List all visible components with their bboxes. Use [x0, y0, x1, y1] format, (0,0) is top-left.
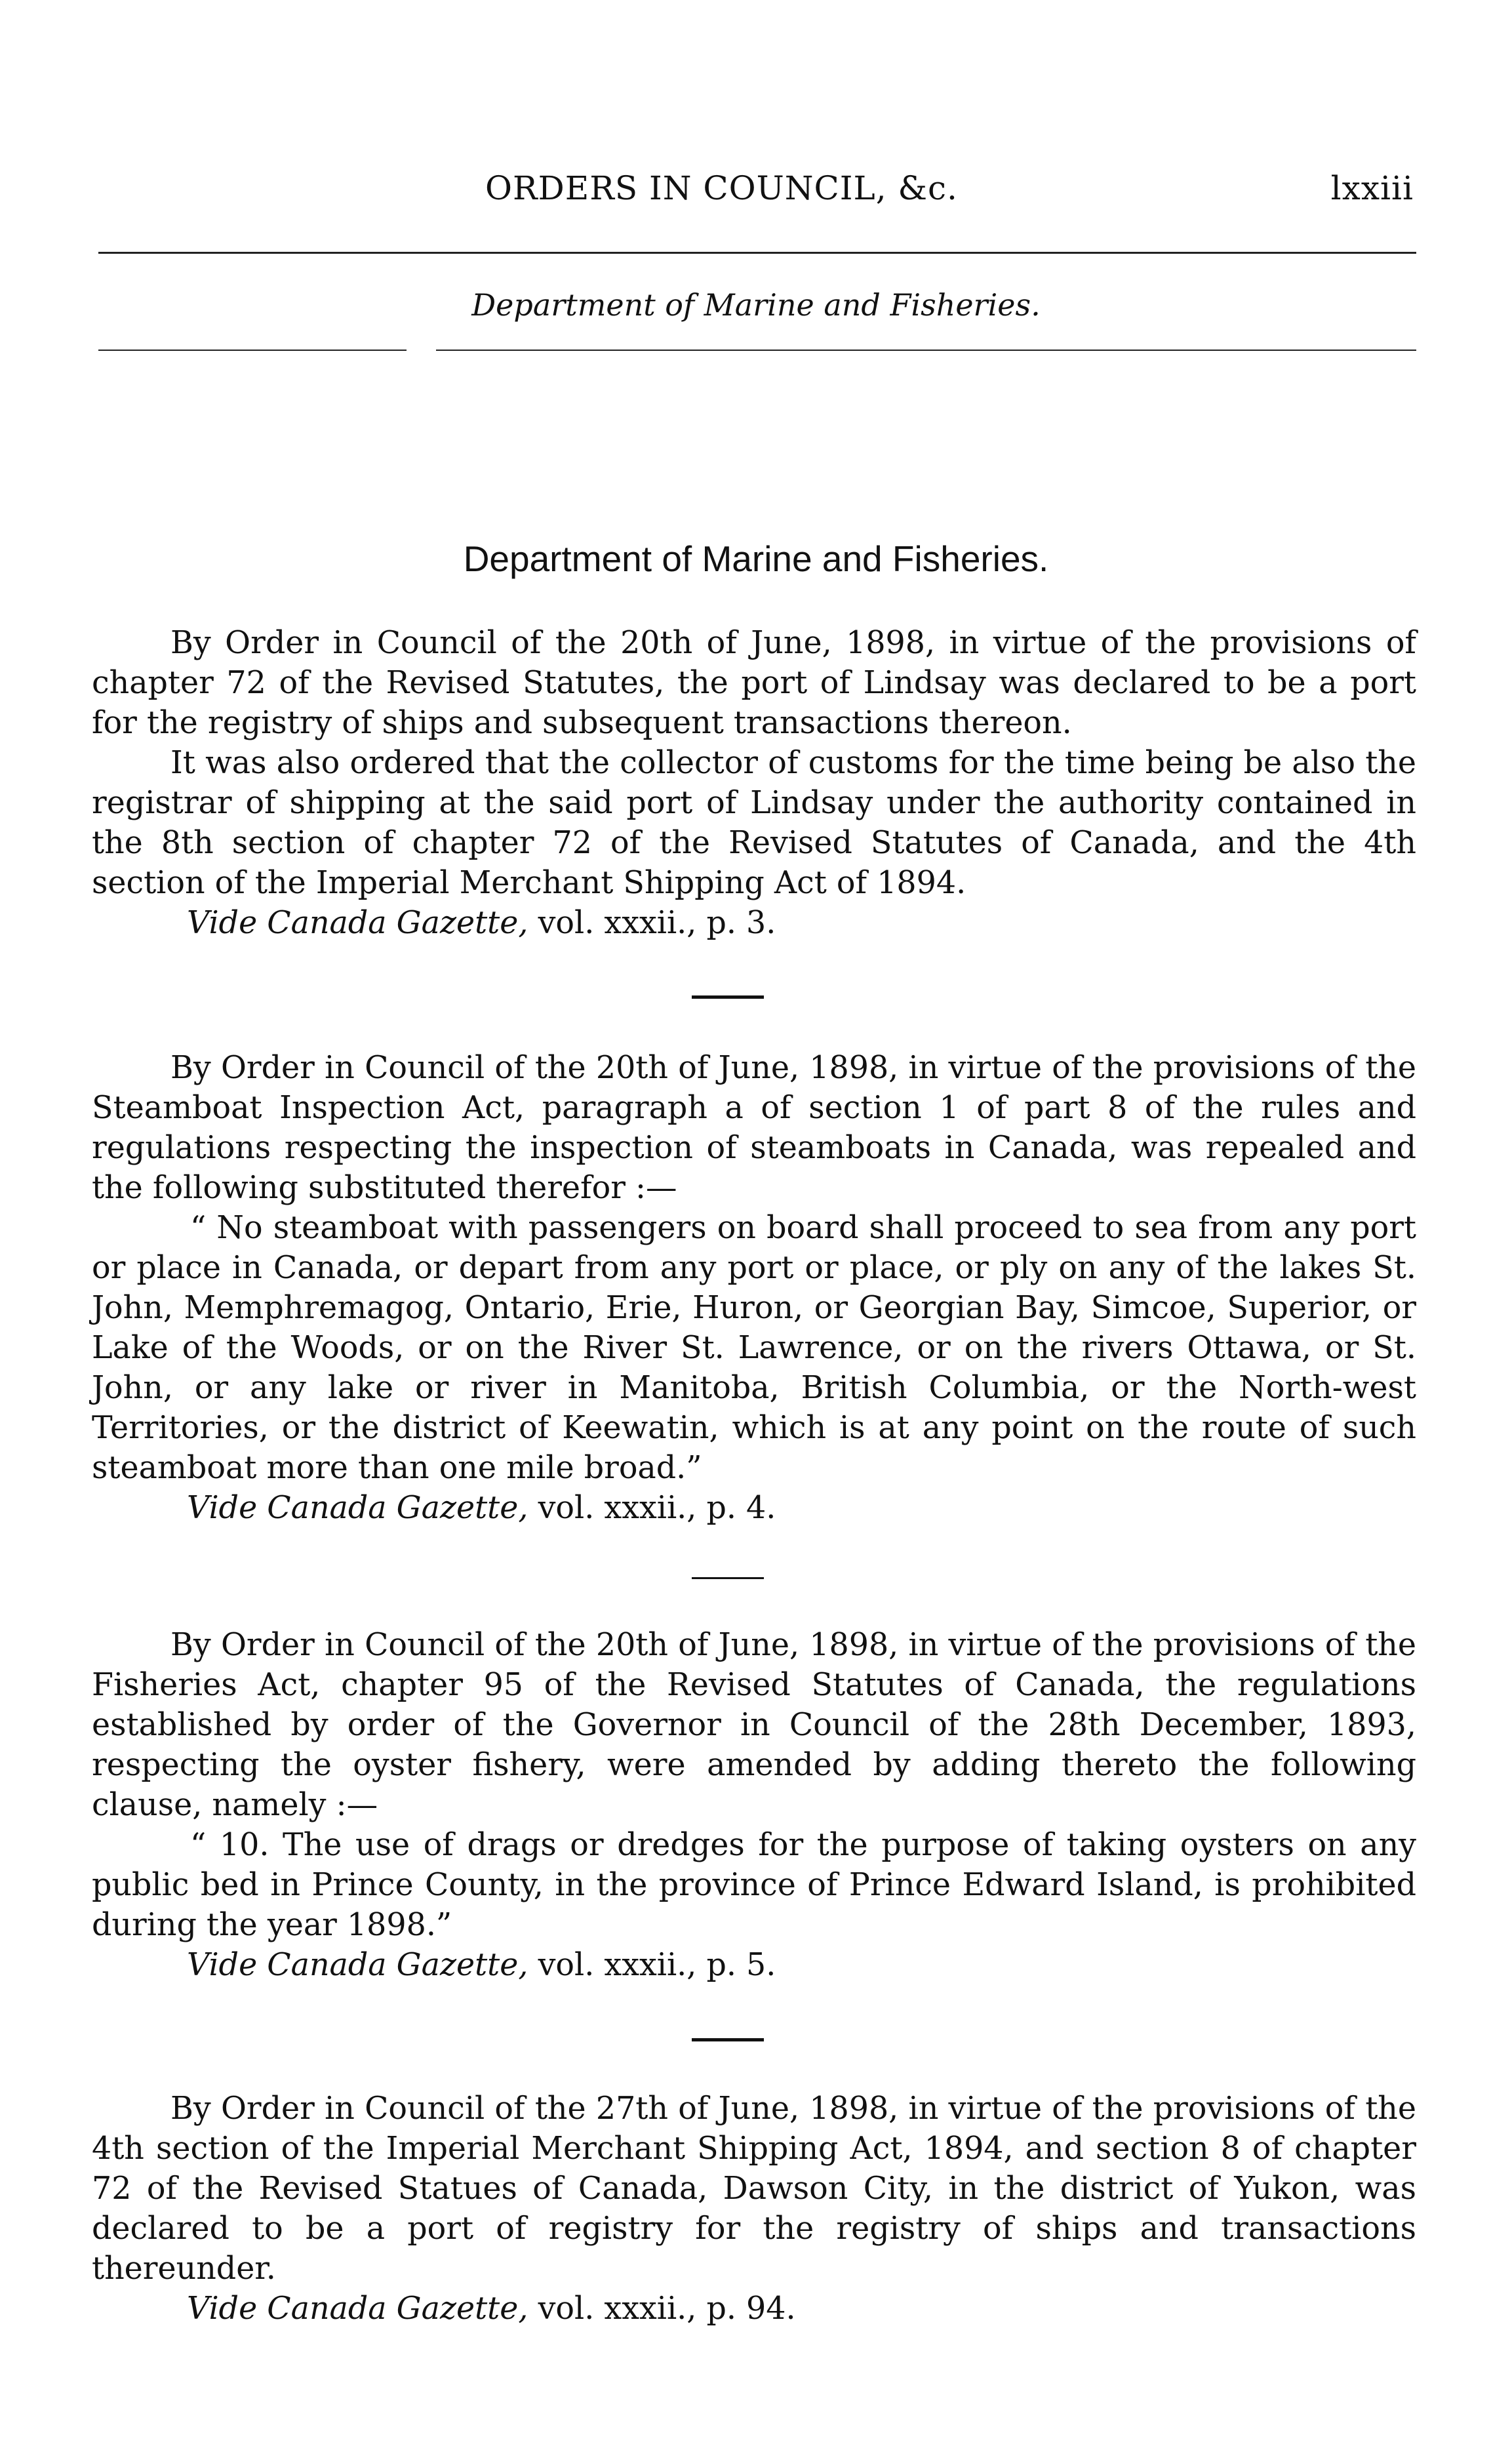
order-entry	[92, 2089, 1416, 2329]
order-paragraph: It was also ordered that the collector of customs for the time being be also the registrar of shipping at the said port of Lindsay under the authority contained in the 8th section of chapter 72 of the Revised Statutes of Canada, and the 4th section of the Imperial Merchant Shipping Act of 1894.	[92, 745, 1416, 901]
header-rule-top	[98, 252, 1416, 254]
gazette-citation	[92, 903, 1416, 943]
gazette-citation-title: Vide Canada Gazette,	[187, 1490, 528, 1526]
header-rule-bottom-left	[98, 350, 407, 351]
entry-separator	[692, 2038, 764, 2041]
entry-separator	[692, 1577, 764, 1579]
gazette-citation-title: Vide Canada Gazette,	[187, 1947, 528, 1983]
running-title: ORDERS IN COUNCIL, &c.	[485, 169, 958, 207]
gazette-citation	[92, 1945, 1416, 1985]
header-rule-bottom-right	[436, 350, 1416, 351]
gazette-citation-volume: vol. xxxii., p. 3.	[538, 905, 776, 941]
page-number: lxxiii	[1330, 169, 1414, 207]
gazette-citation	[92, 2289, 1416, 2329]
gazette-citation-title: Vide Canada Gazette,	[187, 905, 528, 941]
gazette-citation	[92, 1488, 1416, 1528]
section-heading: Department of Marine and Fisheries.	[463, 538, 1049, 579]
running-head	[0, 169, 1512, 215]
order-paragraph: By Order in Council of the 20th of June, 1898, in virtue of the provisions of the Steamboat Inspection Act, paragraph a of section 1 of part 8 of the rules and regulations respecting the inspection of steamboats in Canada, was repealed and the following substituted therefor :—	[92, 1050, 1416, 1206]
gazette-citation-volume: vol. xxxii., p. 4.	[538, 1490, 776, 1526]
gazette-citation-volume: vol. xxxii., p. 94.	[538, 2291, 796, 2327]
gazette-citation-title: Vide Canada Gazette,	[187, 2291, 528, 2327]
order-entry	[92, 1625, 1416, 1985]
entry-separator	[692, 995, 764, 999]
department-subheading: Department of Marine and Fisheries.	[471, 287, 1041, 323]
order-quotation: “ 10. The use of drags or dredges for the purpose of taking oysters on any public bed in Prince County, in the province of Prince Edward Island, is prohibited during the year 1898.”	[92, 1827, 1416, 1943]
order-paragraph: By Order in Council of the 27th of June, 1898, in virtue of the provisions of the 4th section of the Imperial Merchant Shipping Act, 1894, and section 8 of chapter 72 of the Revised Statues of Canada, Dawson City, in the district of Yukon, was declared to be a port of registry for the registry of ships and transactions thereunder.	[92, 2091, 1416, 2287]
order-entry	[92, 1048, 1416, 1528]
gazette-citation-volume: vol. xxxii., p. 5.	[538, 1947, 776, 1983]
order-paragraph: By Order in Council of the 20th of June, 1898, in virtue of the provisions of the Fisheries Act, chapter 95 of the Revised Statutes of Canada, the regulations established by order of the Governor in Council of the 28th December, 1893, respecting the oyster fishery, were amended by adding thereto the following clause, namely :—	[92, 1627, 1416, 1823]
order-entry	[92, 623, 1416, 943]
order-paragraph: By Order in Council of the 20th of June, 1898, in virtue of the provisions of chapter 72 of the Revised Statutes, the port of Lindsay was declared to be a port for the registry of ships and subsequent transactions thereon.	[92, 625, 1416, 741]
order-quotation: “ No steamboat with passengers on board shall proceed to sea from any port or place in Canada, or depart from any port or place, or ply on any of the lakes St. John, Memphremagog, Ontario, Erie, Huron, or Georgian Bay, Simcoe, Superior, or Lake of the Woods, or on the River St. Lawrence, or on the rivers Ottawa, or St. John, or any lake or river in Manitoba, British Columbia, or the North-west Territories, or the district of Keewatin, which is at any point on the route of such steamboat more than one mile broad.”	[92, 1210, 1416, 1486]
